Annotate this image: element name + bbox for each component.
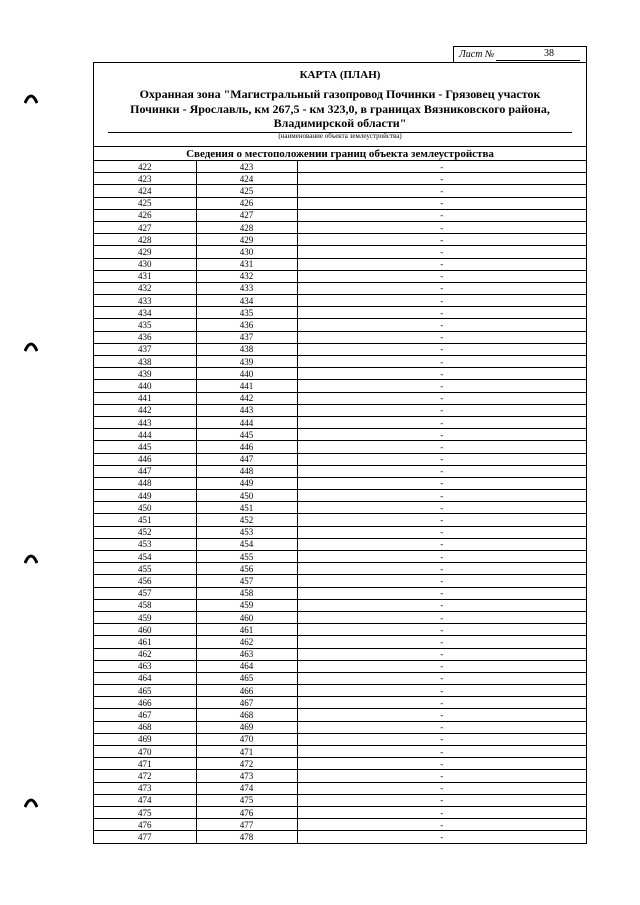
value-cell: - bbox=[297, 819, 586, 831]
from-point-cell: 471 bbox=[94, 758, 196, 770]
value-cell: - bbox=[297, 429, 586, 441]
from-point-cell: 477 bbox=[94, 831, 196, 843]
table-row bbox=[94, 831, 586, 843]
table-row bbox=[94, 246, 586, 258]
table-row bbox=[94, 307, 586, 319]
to-point-cell: 438 bbox=[196, 343, 297, 355]
value-cell: - bbox=[297, 672, 586, 684]
value-cell: - bbox=[297, 733, 586, 745]
to-point-cell: 476 bbox=[196, 806, 297, 818]
punch-hole-1 bbox=[24, 92, 38, 104]
to-point-cell: 439 bbox=[196, 356, 297, 368]
to-point-cell: 474 bbox=[196, 782, 297, 794]
from-point-cell: 447 bbox=[94, 465, 196, 477]
from-point-cell: 440 bbox=[94, 380, 196, 392]
table-row bbox=[94, 782, 586, 794]
to-point-cell: 452 bbox=[196, 514, 297, 526]
table-row bbox=[94, 672, 586, 684]
to-point-cell: 433 bbox=[196, 282, 297, 294]
table-row bbox=[94, 709, 586, 721]
value-cell: - bbox=[297, 624, 586, 636]
object-name-line: Охранная зона "Магистральный газопровод Починки - Грязовец участок bbox=[139, 87, 541, 101]
from-point-cell: 434 bbox=[94, 307, 196, 319]
value-cell: - bbox=[297, 270, 586, 282]
to-point-cell: 477 bbox=[196, 819, 297, 831]
table-row bbox=[94, 270, 586, 282]
table-row bbox=[94, 221, 586, 233]
value-cell: - bbox=[297, 404, 586, 416]
from-point-cell: 443 bbox=[94, 416, 196, 428]
table-row bbox=[94, 599, 586, 611]
from-point-cell: 450 bbox=[94, 502, 196, 514]
value-cell: - bbox=[297, 636, 586, 648]
to-point-cell: 448 bbox=[196, 465, 297, 477]
to-point-cell: 467 bbox=[196, 697, 297, 709]
value-cell: - bbox=[297, 490, 586, 502]
table-row bbox=[94, 295, 586, 307]
from-point-cell: 470 bbox=[94, 746, 196, 758]
value-cell: - bbox=[297, 575, 586, 587]
table-row bbox=[94, 819, 586, 831]
value-cell: - bbox=[297, 209, 586, 221]
to-point-cell: 435 bbox=[196, 307, 297, 319]
to-point-cell: 423 bbox=[196, 161, 297, 173]
from-point-cell: 425 bbox=[94, 197, 196, 209]
from-point-cell: 445 bbox=[94, 441, 196, 453]
from-point-cell: 444 bbox=[94, 429, 196, 441]
to-point-cell: 463 bbox=[196, 648, 297, 660]
to-point-cell: 471 bbox=[196, 746, 297, 758]
from-point-cell: 466 bbox=[94, 697, 196, 709]
to-point-cell: 461 bbox=[196, 624, 297, 636]
to-point-cell: 425 bbox=[196, 185, 297, 197]
table-row bbox=[94, 209, 586, 221]
to-point-cell: 451 bbox=[196, 502, 297, 514]
to-point-cell: 447 bbox=[196, 453, 297, 465]
from-point-cell: 472 bbox=[94, 770, 196, 782]
table-row bbox=[94, 624, 586, 636]
table-row bbox=[94, 185, 586, 197]
from-point-cell: 423 bbox=[94, 173, 196, 185]
value-cell: - bbox=[297, 185, 586, 197]
table-row bbox=[94, 416, 586, 428]
header-divider bbox=[94, 146, 586, 147]
table-row bbox=[94, 404, 586, 416]
table-row bbox=[94, 392, 586, 404]
table-row bbox=[94, 356, 586, 368]
from-point-cell: 453 bbox=[94, 538, 196, 550]
to-point-cell: 442 bbox=[196, 392, 297, 404]
punch-hole-2 bbox=[24, 340, 38, 352]
to-point-cell: 429 bbox=[196, 234, 297, 246]
to-point-cell: 436 bbox=[196, 319, 297, 331]
table-row bbox=[94, 197, 586, 209]
from-point-cell: 427 bbox=[94, 221, 196, 233]
from-point-cell: 475 bbox=[94, 806, 196, 818]
to-point-cell: 449 bbox=[196, 477, 297, 489]
from-point-cell: 455 bbox=[94, 563, 196, 575]
to-point-cell: 454 bbox=[196, 538, 297, 550]
from-point-cell: 457 bbox=[94, 587, 196, 599]
from-point-cell: 459 bbox=[94, 611, 196, 623]
map-title: КАРТА (ПЛАН) bbox=[299, 69, 381, 81]
from-point-cell: 431 bbox=[94, 270, 196, 282]
table-row bbox=[94, 258, 586, 270]
table-row bbox=[94, 660, 586, 672]
from-point-cell: 467 bbox=[94, 709, 196, 721]
table-row bbox=[94, 173, 586, 185]
to-point-cell: 432 bbox=[196, 270, 297, 282]
to-point-cell: 478 bbox=[196, 831, 297, 843]
table-row bbox=[94, 490, 586, 502]
from-point-cell: 439 bbox=[94, 368, 196, 380]
value-cell: - bbox=[297, 502, 586, 514]
from-point-cell: 462 bbox=[94, 648, 196, 660]
from-point-cell: 449 bbox=[94, 490, 196, 502]
from-point-cell: 441 bbox=[94, 392, 196, 404]
to-point-cell: 428 bbox=[196, 221, 297, 233]
table-row bbox=[94, 575, 586, 587]
punch-hole-icon bbox=[24, 552, 38, 564]
from-point-cell: 473 bbox=[94, 782, 196, 794]
table-row bbox=[94, 806, 586, 818]
from-point-cell: 446 bbox=[94, 453, 196, 465]
value-cell: - bbox=[297, 380, 586, 392]
to-point-cell: 465 bbox=[196, 672, 297, 684]
value-cell: - bbox=[297, 465, 586, 477]
to-point-cell: 475 bbox=[196, 794, 297, 806]
from-point-cell: 463 bbox=[94, 660, 196, 672]
to-point-cell: 462 bbox=[196, 636, 297, 648]
to-point-cell: 455 bbox=[196, 551, 297, 563]
from-point-cell: 456 bbox=[94, 575, 196, 587]
punch-hole-icon bbox=[24, 340, 38, 352]
value-cell: - bbox=[297, 746, 586, 758]
value-cell: - bbox=[297, 234, 586, 246]
table-row bbox=[94, 380, 586, 392]
from-point-cell: 436 bbox=[94, 331, 196, 343]
table-row bbox=[94, 746, 586, 758]
value-cell: - bbox=[297, 831, 586, 843]
from-point-cell: 432 bbox=[94, 282, 196, 294]
table-row bbox=[94, 429, 586, 441]
value-cell: - bbox=[297, 806, 586, 818]
value-cell: - bbox=[297, 758, 586, 770]
value-cell: - bbox=[297, 538, 586, 550]
value-cell: - bbox=[297, 526, 586, 538]
table-row bbox=[94, 538, 586, 550]
to-point-cell: 430 bbox=[196, 246, 297, 258]
to-point-cell: 437 bbox=[196, 331, 297, 343]
table-row bbox=[94, 770, 586, 782]
table-row bbox=[94, 502, 586, 514]
to-point-cell: 440 bbox=[196, 368, 297, 380]
value-cell: - bbox=[297, 161, 586, 173]
to-point-cell: 456 bbox=[196, 563, 297, 575]
value-cell: - bbox=[297, 221, 586, 233]
to-point-cell: 468 bbox=[196, 709, 297, 721]
table-row bbox=[94, 282, 586, 294]
value-cell: - bbox=[297, 197, 586, 209]
value-cell: - bbox=[297, 709, 586, 721]
from-point-cell: 426 bbox=[94, 209, 196, 221]
table-row bbox=[94, 636, 586, 648]
punch-hole-icon bbox=[24, 92, 38, 104]
value-cell: - bbox=[297, 246, 586, 258]
to-point-cell: 453 bbox=[196, 526, 297, 538]
from-point-cell: 461 bbox=[94, 636, 196, 648]
from-point-cell: 474 bbox=[94, 794, 196, 806]
value-cell: - bbox=[297, 307, 586, 319]
value-cell: - bbox=[297, 599, 586, 611]
table-row bbox=[94, 685, 586, 697]
punch-hole-icon bbox=[24, 796, 38, 808]
value-cell: - bbox=[297, 514, 586, 526]
table-row bbox=[94, 733, 586, 745]
table-row bbox=[94, 697, 586, 709]
to-point-cell: 464 bbox=[196, 660, 297, 672]
from-point-cell: 460 bbox=[94, 624, 196, 636]
table-row bbox=[94, 319, 586, 331]
table-row bbox=[94, 563, 586, 575]
table-row bbox=[94, 161, 586, 173]
value-cell: - bbox=[297, 295, 586, 307]
table-row bbox=[94, 551, 586, 563]
sheet-number-box bbox=[453, 46, 587, 62]
value-cell: - bbox=[297, 343, 586, 355]
punch-hole-4 bbox=[24, 796, 38, 808]
object-name-line: Починки - Ярославль, км 267,5 - км 323,0, в границах Вязниковского района, bbox=[130, 101, 550, 116]
table-row bbox=[94, 477, 586, 489]
value-cell: - bbox=[297, 611, 586, 623]
to-point-cell: 445 bbox=[196, 429, 297, 441]
to-point-cell: 466 bbox=[196, 685, 297, 697]
value-cell: - bbox=[297, 416, 586, 428]
value-cell: - bbox=[297, 392, 586, 404]
from-point-cell: 454 bbox=[94, 551, 196, 563]
section-title: Сведения о местоположении границ объекта землеустройства bbox=[186, 148, 494, 160]
to-point-cell: 434 bbox=[196, 295, 297, 307]
to-point-cell: 441 bbox=[196, 380, 297, 392]
to-point-cell: 470 bbox=[196, 733, 297, 745]
from-point-cell: 429 bbox=[94, 246, 196, 258]
to-point-cell: 473 bbox=[196, 770, 297, 782]
value-cell: - bbox=[297, 551, 586, 563]
from-point-cell: 476 bbox=[94, 819, 196, 831]
from-point-cell: 424 bbox=[94, 185, 196, 197]
value-cell: - bbox=[297, 356, 586, 368]
from-point-cell: 422 bbox=[94, 161, 196, 173]
value-cell: - bbox=[297, 721, 586, 733]
from-point-cell: 433 bbox=[94, 295, 196, 307]
from-point-cell: 448 bbox=[94, 477, 196, 489]
value-cell: - bbox=[297, 587, 586, 599]
value-cell: - bbox=[297, 685, 586, 697]
document-frame bbox=[93, 62, 587, 844]
table-row bbox=[94, 234, 586, 246]
table-row bbox=[94, 721, 586, 733]
sheet-label: Лист № bbox=[459, 49, 495, 60]
from-point-cell: 464 bbox=[94, 672, 196, 684]
to-point-cell: 458 bbox=[196, 587, 297, 599]
table-row bbox=[94, 794, 586, 806]
table-row bbox=[94, 514, 586, 526]
value-cell: - bbox=[297, 477, 586, 489]
table-row bbox=[94, 331, 586, 343]
from-point-cell: 451 bbox=[94, 514, 196, 526]
value-cell: - bbox=[297, 697, 586, 709]
sheet-number: 38 bbox=[496, 48, 580, 61]
from-point-cell: 430 bbox=[94, 258, 196, 270]
value-cell: - bbox=[297, 282, 586, 294]
from-point-cell: 438 bbox=[94, 356, 196, 368]
table-row bbox=[94, 587, 586, 599]
to-point-cell: 431 bbox=[196, 258, 297, 270]
to-point-cell: 472 bbox=[196, 758, 297, 770]
object-name-caption: (наименование объекта землеустройства) bbox=[278, 132, 402, 140]
value-cell: - bbox=[297, 770, 586, 782]
value-cell: - bbox=[297, 794, 586, 806]
value-cell: - bbox=[297, 258, 586, 270]
boundary-table bbox=[94, 160, 586, 843]
value-cell: - bbox=[297, 453, 586, 465]
table-row bbox=[94, 526, 586, 538]
table-row bbox=[94, 611, 586, 623]
to-point-cell: 444 bbox=[196, 416, 297, 428]
from-point-cell: 468 bbox=[94, 721, 196, 733]
from-point-cell: 428 bbox=[94, 234, 196, 246]
value-cell: - bbox=[297, 368, 586, 380]
to-point-cell: 459 bbox=[196, 599, 297, 611]
table-row bbox=[94, 453, 586, 465]
value-cell: - bbox=[297, 331, 586, 343]
from-point-cell: 442 bbox=[94, 404, 196, 416]
to-point-cell: 424 bbox=[196, 173, 297, 185]
value-cell: - bbox=[297, 782, 586, 794]
value-cell: - bbox=[297, 319, 586, 331]
punch-hole-3 bbox=[24, 552, 38, 564]
to-point-cell: 450 bbox=[196, 490, 297, 502]
value-cell: - bbox=[297, 173, 586, 185]
table-row bbox=[94, 343, 586, 355]
table-row bbox=[94, 441, 586, 453]
table-row bbox=[94, 465, 586, 477]
to-point-cell: 469 bbox=[196, 721, 297, 733]
from-point-cell: 465 bbox=[94, 685, 196, 697]
from-point-cell: 435 bbox=[94, 319, 196, 331]
value-cell: - bbox=[297, 441, 586, 453]
object-name-line: Владимирской области" bbox=[273, 116, 407, 130]
table-row bbox=[94, 368, 586, 380]
from-point-cell: 469 bbox=[94, 733, 196, 745]
to-point-cell: 457 bbox=[196, 575, 297, 587]
value-cell: - bbox=[297, 660, 586, 672]
to-point-cell: 460 bbox=[196, 611, 297, 623]
to-point-cell: 446 bbox=[196, 441, 297, 453]
from-point-cell: 458 bbox=[94, 599, 196, 611]
to-point-cell: 427 bbox=[196, 209, 297, 221]
table-row bbox=[94, 648, 586, 660]
from-point-cell: 452 bbox=[94, 526, 196, 538]
to-point-cell: 426 bbox=[196, 197, 297, 209]
value-cell: - bbox=[297, 563, 586, 575]
object-name bbox=[94, 87, 586, 131]
value-cell: - bbox=[297, 648, 586, 660]
table-row bbox=[94, 758, 586, 770]
from-point-cell: 437 bbox=[94, 343, 196, 355]
to-point-cell: 443 bbox=[196, 404, 297, 416]
